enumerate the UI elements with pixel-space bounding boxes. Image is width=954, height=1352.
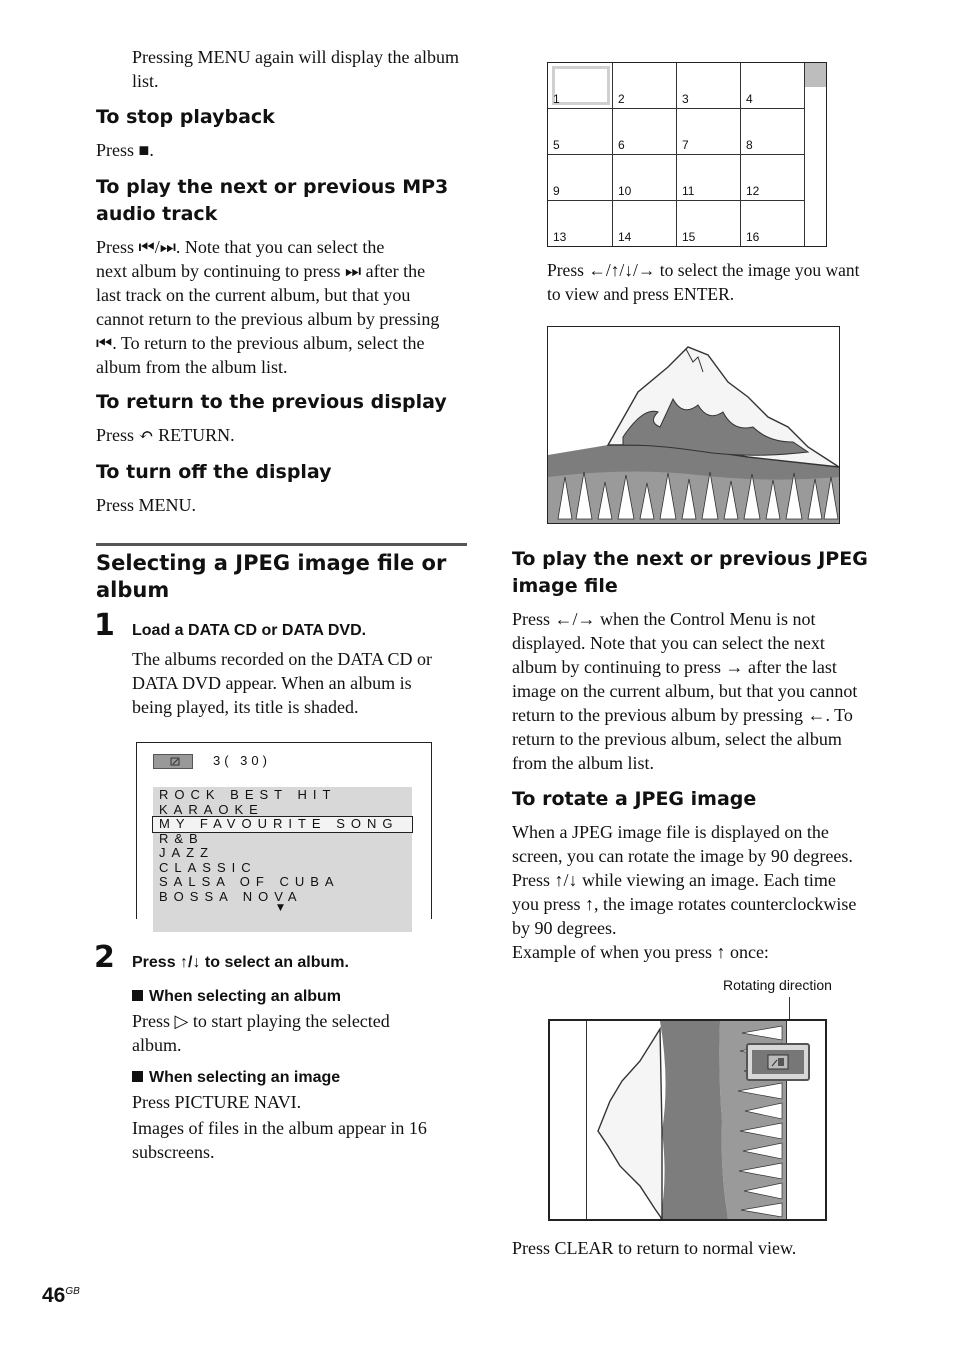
album-list-panel bbox=[153, 787, 412, 932]
page-number: $46^{GB}$ bbox=[42, 1284, 80, 1307]
grid-caption-line: Press ←/↑/↓/→ to select the image you want bbox=[547, 260, 860, 280]
album-list-items bbox=[159, 788, 412, 904]
grid-cell[interactable]: 13 bbox=[548, 201, 613, 246]
album-item[interactable]: CLASSIC bbox=[159, 859, 257, 875]
step-1-line: DATA DVD appear. When an album is bbox=[132, 673, 412, 693]
grid-cell[interactable]: 14 bbox=[613, 201, 677, 246]
album-body bbox=[132, 1009, 390, 1057]
album-item[interactable]: R&B bbox=[159, 830, 204, 846]
display-off-heading: To turn off the display bbox=[96, 461, 332, 483]
mp3-line: Press ⏮/⏭. Note that you can select the bbox=[96, 237, 385, 257]
bullet-square-icon bbox=[132, 1071, 143, 1082]
grid-cell[interactable]: 7 bbox=[677, 109, 741, 155]
image-body bbox=[132, 1116, 427, 1164]
step-2-title: Press ↑/↓ to select an album. bbox=[132, 954, 349, 971]
grid-cursor bbox=[552, 66, 610, 105]
grid-cell[interactable]: 12 bbox=[741, 155, 805, 201]
stop-playback-heading: To stop playback bbox=[96, 106, 275, 128]
album-item[interactable]: SALSA OF CUBA bbox=[159, 874, 340, 889]
grid-cell[interactable]: 11 bbox=[677, 155, 741, 201]
image-line: subscreens. bbox=[132, 1142, 215, 1162]
album-item-selected[interactable]: MY FAVOURITE SONG bbox=[153, 817, 412, 832]
step-2-number: 2 bbox=[94, 940, 115, 975]
scroll-down-icon[interactable]: ▼ bbox=[277, 903, 284, 913]
mp3-body bbox=[96, 235, 439, 379]
grid-cell[interactable]: 9 bbox=[548, 155, 613, 201]
grid-cell[interactable]: 4 bbox=[741, 63, 805, 109]
rotate-line: Press ↑/↓ while viewing an image. Each time bbox=[512, 870, 836, 890]
jpeg-line: Press ←/→ when the Control Menu is not bbox=[512, 609, 816, 629]
step-1-number: 1 bbox=[94, 608, 115, 643]
grid-cell[interactable]: 8 bbox=[741, 109, 805, 155]
grid-caption bbox=[547, 258, 860, 306]
grid-cell[interactable]: 1 bbox=[548, 63, 613, 109]
rotate-heading: To rotate a JPEG image bbox=[512, 788, 757, 810]
mountain-picture bbox=[548, 327, 839, 523]
jpeg-heading-line1: To play the next or previous JPEG bbox=[512, 548, 868, 570]
jpeg-line: return to the previous album, select the album bbox=[512, 729, 842, 749]
rotate-body bbox=[512, 820, 856, 964]
clear-text: Press CLEAR to return to normal view. bbox=[512, 1238, 797, 1258]
step-1-body bbox=[132, 647, 432, 719]
grid-cell[interactable]: 6 bbox=[613, 109, 677, 155]
rotated-image bbox=[548, 1019, 827, 1221]
image-line: Images of files in the album appear in 16 bbox=[132, 1118, 427, 1138]
grid-cell[interactable]: 3 bbox=[677, 63, 741, 109]
jpeg-line: displayed. Note that you can select the next bbox=[512, 633, 825, 653]
album-line: Press ▷ to start playing the selected bbox=[132, 1011, 390, 1031]
album-line: album. bbox=[132, 1035, 182, 1055]
disc-icon bbox=[153, 754, 193, 769]
step-1-line: The albums recorded on the DATA CD or bbox=[132, 649, 432, 669]
jpeg-line: image on the current album, but that you cannot bbox=[512, 681, 858, 701]
rotate-line: you press ↑, the image rotates counterclockwise bbox=[512, 894, 857, 914]
grid-scrollbar-thumb[interactable] bbox=[805, 63, 826, 87]
rotate-line: by 90 degrees. bbox=[512, 918, 617, 938]
rotate-indicator-frame bbox=[746, 1043, 810, 1081]
album-item[interactable]: BOSSA NOVA bbox=[159, 888, 303, 904]
mountain-image bbox=[547, 326, 840, 524]
bullet-square-icon bbox=[132, 990, 143, 1001]
mp3-line: cannot return to the previous album by pressing bbox=[96, 309, 440, 329]
jpeg-line: return to the previous album by pressing ←. To bbox=[512, 705, 853, 725]
rotating-direction-callout: Rotating direction bbox=[723, 977, 832, 993]
grid-caption-line: to view and press ENTER. bbox=[547, 284, 735, 304]
grid-cell[interactable]: 5 bbox=[548, 109, 613, 155]
grid-cell[interactable]: 2 bbox=[613, 63, 677, 109]
grid-cell[interactable]: 10 bbox=[613, 155, 677, 201]
intro-text: Pressing MENU again will display the album list. bbox=[132, 47, 459, 91]
section-title-line2: album bbox=[96, 578, 170, 602]
section-divider bbox=[96, 543, 467, 546]
jpeg-line: from the album list. bbox=[512, 753, 654, 773]
rotate-indicator-icon bbox=[752, 1050, 804, 1074]
subscreen-grid bbox=[547, 62, 827, 247]
album-item[interactable]: KARAOKE bbox=[159, 801, 264, 817]
jpeg-line: album by continuing to press → after the last bbox=[512, 657, 837, 677]
mp3-line: next album by continuing to press ⏭ after the bbox=[96, 261, 426, 281]
album-item[interactable]: JAZZ bbox=[159, 845, 215, 860]
jpeg-body bbox=[512, 607, 857, 775]
grid-cell[interactable]: 16 bbox=[741, 201, 805, 246]
mp3-heading-line1: To play the next or previous MP3 bbox=[96, 176, 449, 198]
mp3-line: album from the album list. bbox=[96, 357, 288, 377]
image-text: Press PICTURE NAVI. bbox=[132, 1092, 302, 1112]
display-off-text: Press MENU. bbox=[96, 495, 197, 515]
grid-cell[interactable]: 15 bbox=[677, 201, 741, 246]
album-subheading: When selecting an album bbox=[132, 988, 341, 1006]
rotate-line: Example of when you press ↑ once: bbox=[512, 942, 769, 962]
rotate-line: screen, you can rotate the image by 90 degrees. bbox=[512, 846, 853, 866]
album-list-screen bbox=[136, 742, 432, 919]
album-counter: 3( 30) bbox=[213, 753, 271, 768]
step-1-title: Load a DATA CD or DATA DVD. bbox=[132, 622, 367, 639]
jpeg-heading-line2: image file bbox=[512, 575, 618, 597]
album-item[interactable]: ROCK BEST HIT bbox=[159, 787, 337, 802]
mp3-line: ⏮. To return to the previous album, select the bbox=[96, 333, 425, 353]
step-1-line: being played, its title is shaded. bbox=[132, 697, 359, 717]
stop-playback-text: Press ■. bbox=[96, 140, 154, 160]
mp3-heading-line2: audio track bbox=[96, 203, 218, 225]
image-subheading: When selecting an image bbox=[132, 1069, 340, 1087]
rotate-line: When a JPEG image file is displayed on the bbox=[512, 822, 829, 842]
return-text: Press ↶ RETURN. bbox=[96, 425, 235, 445]
return-heading: To return to the previous display bbox=[96, 391, 447, 413]
mp3-line: last track on the current album, but that you bbox=[96, 285, 411, 305]
section-title-line1: Selecting a JPEG image file or bbox=[96, 551, 447, 575]
